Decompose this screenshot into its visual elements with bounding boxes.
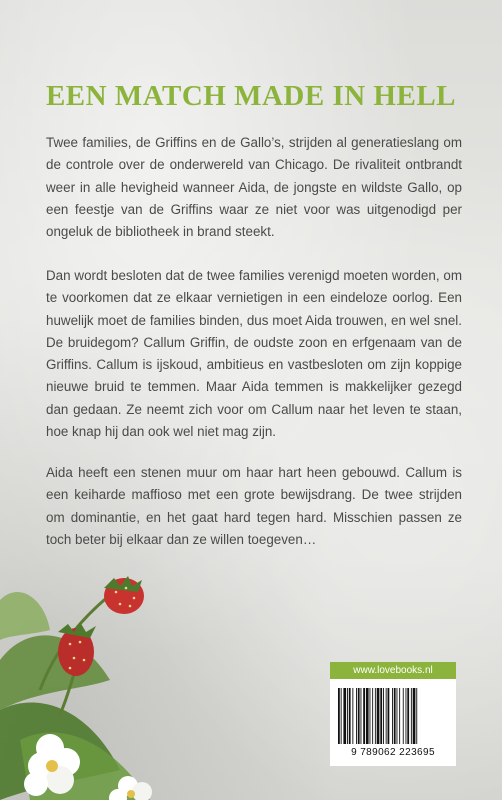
barcode-bar	[352, 688, 353, 744]
barcode-bar	[416, 688, 417, 744]
barcode-bar	[403, 688, 404, 744]
leaf-shape	[0, 592, 50, 640]
barcode-bar	[377, 688, 380, 744]
strawberry-illustration	[0, 540, 180, 800]
barcode-bar	[407, 688, 409, 744]
barcode-bar	[341, 688, 342, 744]
barcode-bar	[388, 688, 390, 744]
barcode-bar	[343, 688, 346, 744]
barcode-bar	[370, 688, 371, 744]
barcode-bar	[347, 688, 348, 744]
barcode-bar	[411, 688, 412, 744]
barcode-bar	[406, 688, 407, 744]
barcode-bar	[375, 688, 376, 744]
barcode-bar	[386, 688, 387, 744]
book-title: EEN MATCH MADE IN HELL	[45, 80, 457, 112]
barcode-bar	[383, 688, 384, 744]
barcode-bar	[397, 688, 398, 744]
blurb-paragraph-2: Dan wordt besloten dat de twee families verenigd moeten worden, om te voorkomen dat ze elkaar vernietigen in een eindeloze oorlog. Een huwelijk moet de families binden, dus moet Aida trouwen, en wel snel. De bruidegom? Callum Griffin, de oudste zoon en erfgenaam van de Griffins. Callum is ijskoud, ambitieus en vastbesloten om zijn koppige nieuwe bruid te temmen. Maar Aida temmen is makkelijker gezegd dan gedaan. Ze neemt zich voor om Callum naar het leven te staan, hoe knap hij dan ook wel niet mag zijn.	[46, 268, 462, 440]
barcode-bar	[366, 688, 369, 744]
barcode-bar	[413, 688, 416, 744]
barcode-bar	[392, 688, 393, 744]
barcode	[338, 688, 448, 746]
isbn-number: 9 789062 223695	[351, 747, 435, 758]
barcode-bar	[380, 688, 382, 744]
barcode-bar	[361, 688, 362, 744]
barcode-bar	[358, 688, 360, 744]
barcode-bar	[372, 688, 373, 744]
barcode-bar	[349, 688, 351, 744]
barcode-box	[330, 662, 456, 766]
barcode-bar	[338, 688, 340, 744]
barcode-bar	[399, 688, 400, 744]
barcode-bar	[394, 688, 396, 744]
barcode-bar	[363, 688, 365, 744]
blurb-paragraph-1: Twee families, de Griffins en de Gallo’s, strijden al generatieslang om de controle over de onderwereld van Chicago. De rivaliteit ontbrandt weer in alle hevigheid wanneer Aida, de jongste en wildste Gallo, op een feestje van de Griffins waar ze niet voor was uitgenodigd per ongeluk de bibliotheek in brand steekt.	[46, 135, 462, 240]
publisher-website: www.lovebooks.nl	[330, 662, 456, 679]
barcode-bar	[356, 688, 357, 744]
blurb-paragraph-3: Aida heeft een stenen muur om haar hart heen gebouwd. Callum is een keiharde maffioso met een grote bewijsdrang. De twee strijden om dominantie, en het gaat hard tegen hard. Misschien passen ze toch beter bij elkaar dan ze willen toegeven…	[46, 465, 462, 547]
